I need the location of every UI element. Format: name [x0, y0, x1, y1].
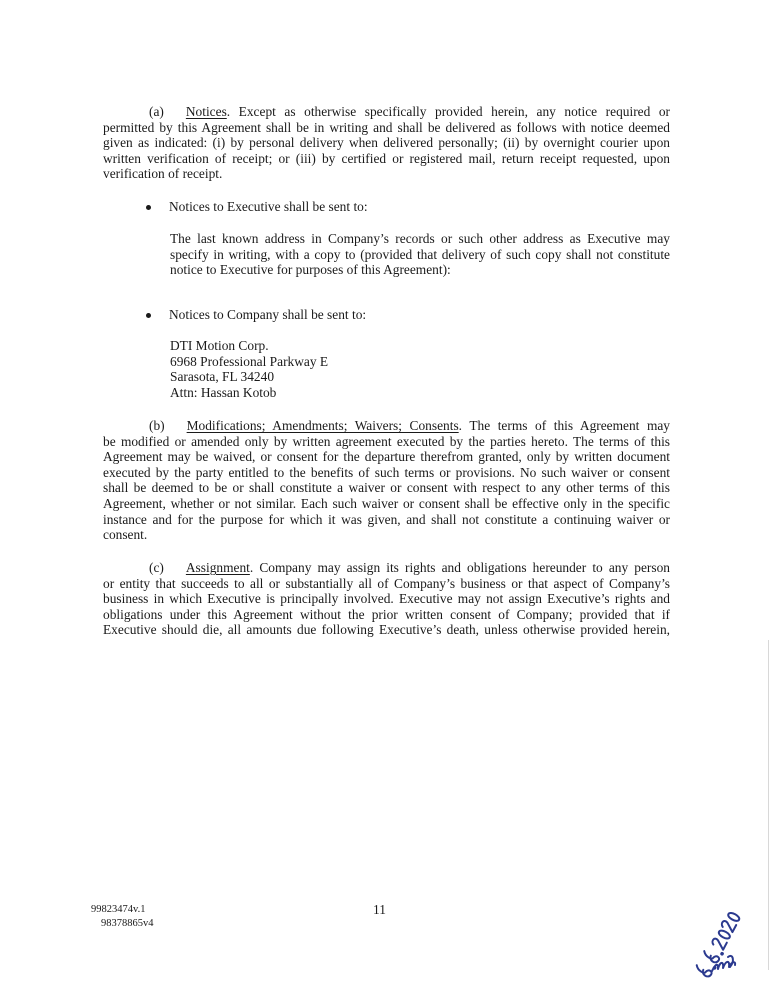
section-a-line-5: verification of receipt. [103, 166, 223, 182]
section-c-line-4: obligations under this Agreement without the prior written consent of Company; provided that if [103, 606, 670, 622]
company-address-line-3: Sarasota, FL 34240 [170, 369, 275, 385]
company-address [170, 338, 670, 400]
section-c-line-3: business in which Executive is principally involved. Executive may not assign Executive’s rights and [103, 591, 670, 607]
section-c-text-1: . Company may assign its rights and obligations hereunder to any person [249, 560, 670, 575]
section-b-line-1 [103, 418, 670, 434]
section-c-heading: Assignment [185, 560, 250, 575]
executive-notice-bullet-text: Notices to Executive shall be sent to: [169, 199, 368, 214]
company-address-line-2: 6968 Professional Parkway E [170, 353, 329, 369]
footer-doc-id-1: 99823474v.1 [91, 904, 146, 915]
bullet-icon [146, 313, 151, 318]
section-c-line-2: or entity that succeeds to all or substantially all of Company’s business or that aspect of Company’s [103, 575, 670, 591]
section-a-line-1 [103, 104, 670, 120]
section-a-label: (a) [149, 104, 164, 119]
section-a-heading: Notices [185, 104, 227, 119]
bullet-icon [146, 205, 151, 210]
section-b-text-1: . The terms of this Agreement may [458, 418, 671, 433]
section-c-line-5: Executive should die, all amounts due following Executive’s death, unless otherwise provided herein, [103, 622, 670, 638]
section-b-line-8: consent. [103, 527, 148, 543]
company-notice-bullet-text: Notices to Company shall be sent to: [169, 307, 367, 322]
section-b-line-4: executed by the party entitled to the benefits of such terms or provisions. No such waiver or consent [103, 464, 670, 480]
executive-notice-paragraph [170, 231, 670, 278]
executive-notice-line-2: specify in writing, with a copy to (provided that delivery of such copy shall not constitute [170, 246, 670, 262]
section-a-line-3: given as indicated: (i) by personal delivery when delivered personally; (ii) by overnight courier upon [103, 135, 670, 151]
section-b-line-5: shall be deemed to be or shall constitute a waiver or consent with respect to any other terms of this [103, 480, 670, 496]
section-b-label: (b) [149, 418, 165, 433]
section-a-line-2: permitted by this Agreement shall be in writing and shall be delivered as follows with notice deemed [103, 119, 670, 135]
section-b-line-2: be modified or amended only by written agreement executed by the parties hereto. The terms of this [103, 433, 670, 449]
executive-notice-line-1: The last known address in Company’s records or such other address as Executive may [170, 231, 670, 246]
section-a-text-1: . Except as otherwise specifically provided herein, any notice required or [226, 104, 670, 119]
section-b-paragraph [103, 418, 670, 543]
page-number: 11 [373, 902, 386, 917]
section-a-line-4: written verification of receipt; or (iii) by certified or registered mail, return receipt requested, upon [103, 150, 670, 166]
section-c-line-1 [103, 560, 670, 576]
handwritten-date-signature [672, 905, 752, 985]
section-b-line-3: Agreement may be waived, or consent for the departure therefrom granted, only by written document [103, 449, 670, 465]
section-b-line-6: Agreement, whether or not similar. Each such waiver or consent shall be effective only in the specific [103, 495, 670, 511]
section-b-line-7: instance and for the purpose for which it was given, and shall not constitute a continuing waiver or [103, 511, 670, 527]
company-address-line-1: DTI Motion Corp. [170, 338, 269, 353]
section-c-paragraph [103, 560, 670, 638]
executive-notice-line-3: notice to Executive for purposes of this Agreement): [170, 262, 451, 278]
company-address-line-4: Attn: Hassan Kotob [170, 384, 277, 400]
section-c-label: (c) [149, 560, 164, 575]
scan-edge-line [768, 640, 769, 970]
footer-doc-id-2: 98378865v4 [101, 918, 154, 929]
section-a-paragraph [103, 104, 670, 182]
section-b-heading: Modifications; Amendments; Waivers; Consents [186, 418, 459, 433]
